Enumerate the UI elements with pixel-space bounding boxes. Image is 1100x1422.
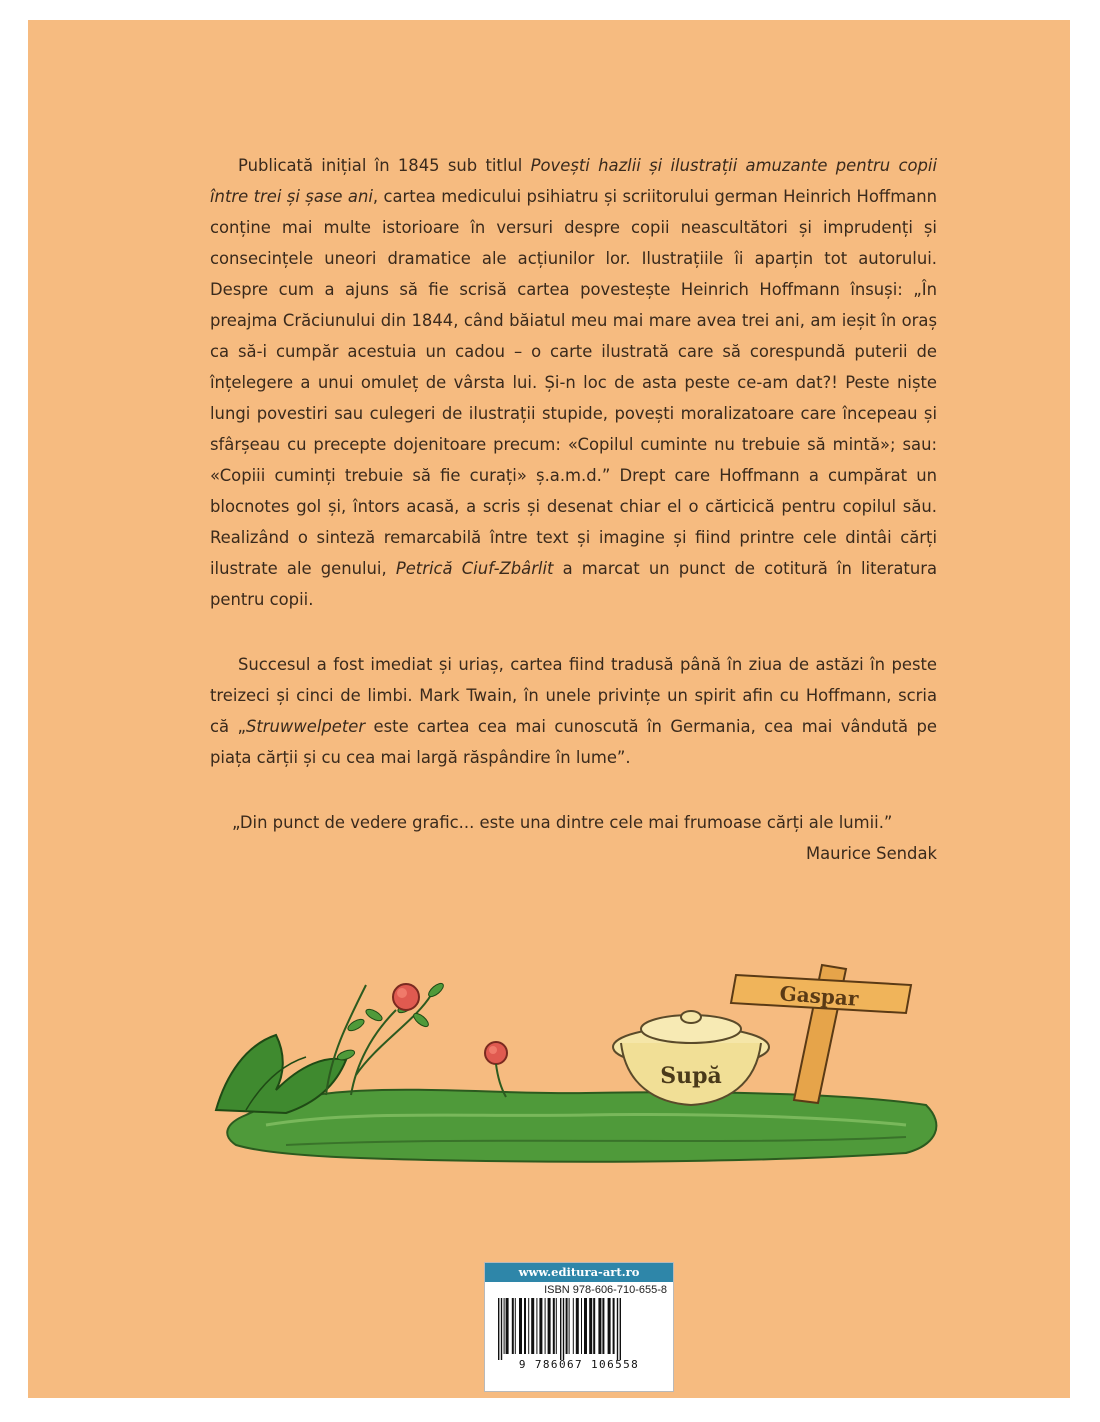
barcode-bar bbox=[593, 1298, 595, 1354]
grass-mound bbox=[227, 1090, 936, 1162]
barcode-bar bbox=[617, 1298, 618, 1360]
barcode-bar bbox=[498, 1298, 499, 1360]
red-flower bbox=[485, 1042, 507, 1064]
barcode-bar bbox=[506, 1298, 509, 1354]
barcode-bar bbox=[501, 1298, 502, 1360]
barcode-bar bbox=[536, 1298, 537, 1354]
bowl-label: Supă bbox=[660, 1063, 722, 1089]
grave-cross bbox=[731, 965, 911, 1103]
cross-label: Gaspar bbox=[778, 981, 860, 1011]
red-flower bbox=[393, 984, 419, 1010]
barcode-bar bbox=[620, 1298, 621, 1360]
isbn-barcode-block bbox=[484, 1262, 674, 1392]
blurb-paragraph-2 bbox=[210, 649, 937, 773]
quote-text: „Din punct de vedere grafic... este una dintre cele mai frumoase cărți ale lumii.” bbox=[232, 813, 893, 832]
barcode-bar bbox=[613, 1298, 615, 1354]
barcode-bar bbox=[566, 1298, 568, 1354]
isbn-number: ISBN 978-606-710-655-8 bbox=[544, 1284, 667, 1296]
barcode-bar bbox=[553, 1298, 555, 1354]
italic-title: Petrică Ciuf-Zbârlit bbox=[395, 559, 554, 578]
barcode-bar bbox=[515, 1298, 516, 1354]
barcode-bar bbox=[602, 1298, 604, 1354]
soup-tureen bbox=[613, 1011, 769, 1105]
publisher-url: www.editura-art.ro bbox=[485, 1263, 673, 1282]
barcode-bar bbox=[519, 1298, 522, 1354]
book-back-cover bbox=[28, 20, 1070, 1398]
barcode-digits: 9 786067 106558 bbox=[518, 1358, 640, 1371]
text-segment: Publicată inițial în 1845 sub titlul bbox=[238, 156, 531, 175]
quote-author: Maurice Sendak bbox=[806, 844, 937, 863]
barcode-bar bbox=[512, 1298, 514, 1354]
barcode-bar bbox=[584, 1298, 587, 1354]
barcode-bar bbox=[581, 1298, 582, 1354]
text-segment: a marcat un punct de cotitură în literatura pentru copii. bbox=[210, 559, 937, 609]
text-segment: Succesul a fost imediat și uriaș, cartea fiind tradusă până în ziua de astăzi în peste treizeci și cinci de limbi. Mark Twain, în unele privințe un spirit afin cu Hoffmann, scria că „ bbox=[210, 655, 937, 736]
barcode-bar bbox=[598, 1298, 601, 1354]
barcode-bar bbox=[569, 1298, 570, 1354]
italic-title: Struwwelpeter bbox=[245, 717, 366, 736]
barcode-bar bbox=[528, 1298, 529, 1354]
barcode-bar bbox=[563, 1298, 564, 1360]
barcode-bar bbox=[524, 1298, 526, 1354]
barcode-bar bbox=[545, 1298, 546, 1354]
text-segment: este cartea cea mai cunoscută în Germania, cea mai vândută pe piața cărții și cu cea mai largă răspândire în lume”. bbox=[210, 717, 937, 767]
barcode-bar bbox=[560, 1298, 561, 1360]
barcode-bar bbox=[504, 1298, 505, 1354]
barcode-bar bbox=[556, 1298, 557, 1354]
barcode-bar bbox=[531, 1298, 534, 1354]
blurb-text bbox=[210, 150, 937, 869]
barcode-bar bbox=[548, 1298, 551, 1354]
barcode bbox=[494, 1298, 664, 1360]
barcode-bar bbox=[573, 1298, 574, 1354]
barcode-bar bbox=[576, 1298, 579, 1354]
italic-title: Povești hazlii și ilustrații amuzante pentru copii între trei și șase ani bbox=[210, 156, 937, 206]
text-segment: , cartea medicului psihiatru și scriitorului german Heinrich Hoffmann conține mai multe istorioare în versuri despre copii neascultători și imprudenți și consecințele uneori dramatice ale acțiunilor lor. Ilustrațiile îi aparțin tot autorului. Despre cum a ajuns să fie scrisă cartea povestește Heinrich Hoffmann însuși: „În preajma Crăciunului din 1844, când băiatul meu mai mare avea trei ani, am ieșit în oraș ca să-i cumpăr acestuia un cadou – o carte ilustrată care să corespundă puterii de înțelegere a unui omuleț de vârsta lui. Și-n loc de asta peste ce-am dat?! Peste niște lungi povestiri sau culegeri de ilustrații stupide, povești moralizatoare care începeau și sfârșeau cu precepte dojenitoare precum: «Copilul cuminte nu trebuie să mintă»; sau: «Copiii cuminți trebuie să fie curați» ș.a.m.d.” Drept care Hoffmann a cumpărat un blocnotes gol și, întors acasă, a scris și desenat chiar el o cărticică pentru copilul său. Realizând o sinteză remarcabilă între text și imagine și fiind printre cele dintâi cărți ilustrate ale genului, bbox=[210, 187, 937, 578]
grave-illustration bbox=[206, 925, 966, 1205]
barcode-bar bbox=[589, 1298, 592, 1354]
barcode-bar bbox=[539, 1298, 542, 1354]
blurb-paragraph-1 bbox=[210, 150, 937, 615]
barcode-bar bbox=[608, 1298, 611, 1354]
